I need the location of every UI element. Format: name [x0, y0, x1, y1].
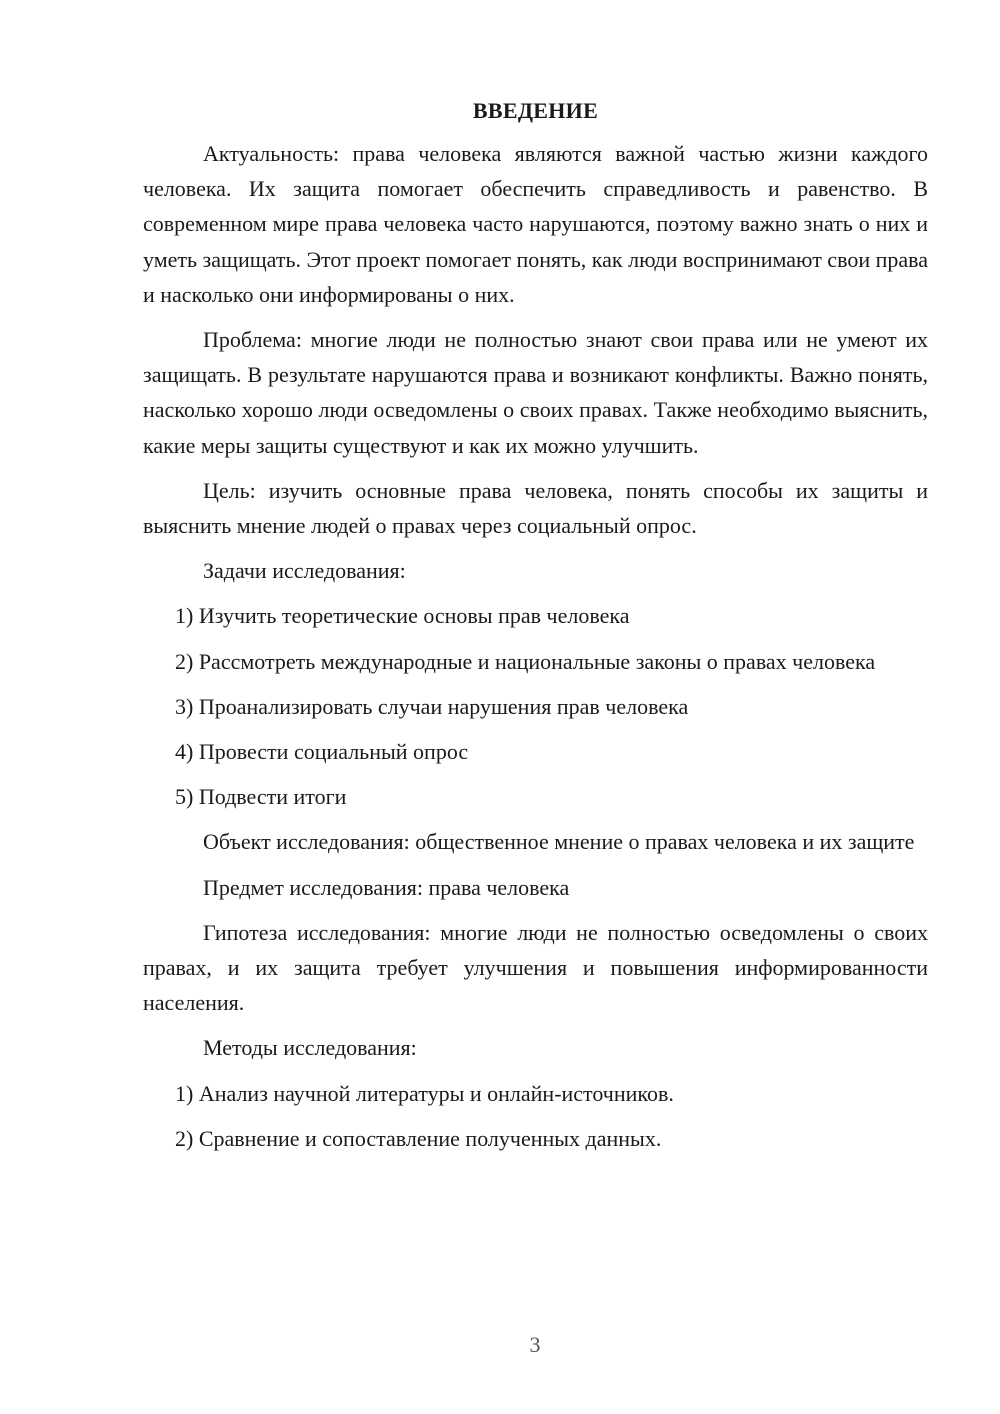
- relevance-paragraph: Актуальность: права человека являются важной частью жизни каждого человека. Их защита помогает обеспечить справедливость и равенство. В современном мире права человека часто нарушаются, поэтому важно знать о них и уметь защищать. Этот проект помогает понять, как люди воспринимают свои права и насколько они информированы о них.: [143, 141, 928, 307]
- methods-heading: Методы исследования:: [203, 1035, 417, 1061]
- hypothesis-paragraph: Гипотеза исследования: многие люди не полностью осведомлены о своих правах, и их защита требует улучшения и повышения информированности населения.: [143, 919, 928, 1016]
- task-item: 4) Провести социальный опрос: [175, 739, 469, 765]
- task-item: 5) Подвести итоги: [175, 784, 347, 810]
- subject-paragraph: Предмет исследования: права человека: [203, 874, 570, 900]
- method-item: 2) Сравнение и сопоставление полученных данных.: [175, 1125, 662, 1151]
- document-page: [143, 96, 928, 1166]
- section-title: ВВЕДЕНИЕ: [472, 98, 599, 123]
- method-item: 1) Анализ научной литературы и онлайн-источников.: [175, 1080, 674, 1106]
- object-paragraph: Объект исследования: общественное мнение о правах человека и их защите: [203, 829, 915, 855]
- tasks-heading: Задачи исследования:: [203, 558, 406, 584]
- problem-paragraph: Проблема: многие люди не полностью знают свои права или не умеют их защищать. В результате нарушаются права и возникают конфликты. Важно понять, насколько хорошо люди осведомлены о своих правах. Также необходимо выяснить, какие меры защиты существуют и как их можно улучшить.: [143, 327, 928, 458]
- task-item: 1) Изучить теоретические основы прав человека: [175, 603, 630, 629]
- goal-paragraph: Цель: изучить основные права человека, понять способы их защиты и выяснить мнение людей о правах через социальный опрос.: [143, 477, 928, 539]
- task-item: 3) Проанализировать случаи нарушения прав человека: [175, 693, 689, 719]
- page-number: 3: [529, 1332, 541, 1357]
- task-item: 2) Рассмотреть международные и национальные законы о правах человека: [175, 648, 876, 674]
